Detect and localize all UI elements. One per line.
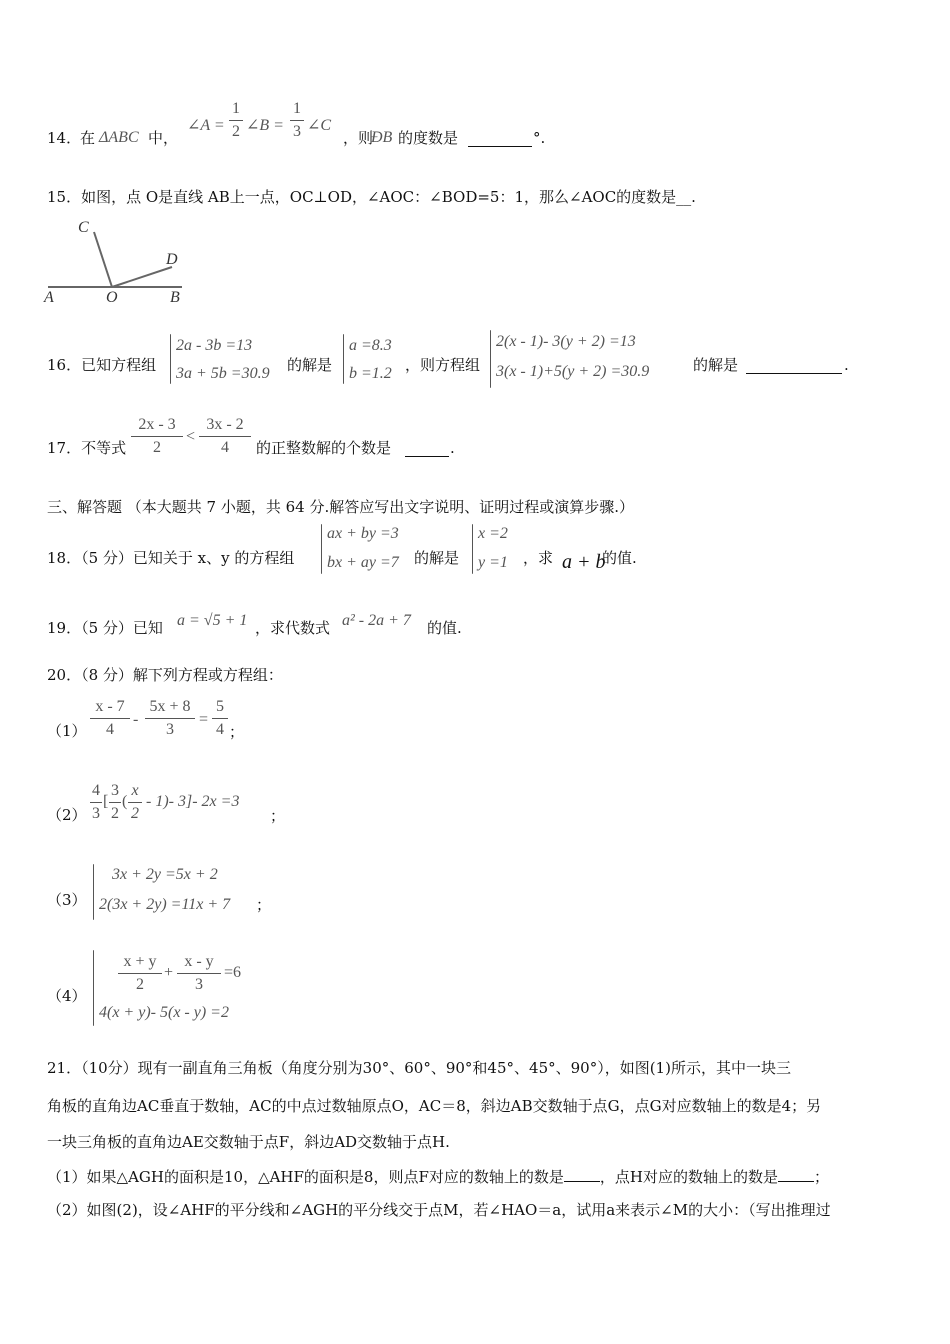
q16-sys3-a: 2(x - 1)- 3(y + 2) =13: [496, 333, 636, 350]
q19-mid: ，求代数式: [255, 619, 331, 637]
q16-mid2: ，则方程组: [405, 356, 481, 374]
q17-frac2-den: 4: [221, 439, 229, 456]
section-3-heading: 三、解答题 （本大题共 7 小题，共 64 分.解答应写出文字说明、证明过程或演算步骤.）: [47, 498, 635, 516]
q20-p4-frac2-num: x - y: [184, 953, 214, 970]
q21-l4-part-b: ，点H对应的数轴上的数是: [599, 1168, 778, 1186]
q20-p3-brace: [93, 864, 94, 920]
q14-post2: 的度数是: [398, 129, 459, 147]
q17-less-than: <: [186, 428, 196, 445]
q14-post1: ，则: [343, 129, 374, 147]
q20-p2-fraction-3: [128, 782, 142, 823]
q20-p4-eq-b: 4(x + y)- 5(x - y) =2: [99, 1004, 229, 1021]
q14-fraction-2: [290, 100, 304, 141]
q21-l4-part-c: ；: [813, 1168, 829, 1186]
q20-p2-end: ；: [270, 807, 286, 825]
q20-p2-fraction-2: [109, 782, 121, 823]
q21-line-1: 21．（10分）现有一副直角三角板（角度分别为30°、60°、90°和45°、45°、90°），如图(1)所示，其中一块三: [47, 1059, 791, 1077]
q20-p4-plus: +: [164, 964, 174, 981]
q21-line-3: 一块三角板的直角边AE交数轴于点F，斜边AD交数轴于点H.: [47, 1133, 450, 1151]
q18-expr: a + b: [562, 551, 606, 573]
q21-line-5: （2）如图(2)，设∠AHF的平分线和∠AGH的平分线交于点M，若∠HAO＝a，试用a来表示∠M的大小：（写出推理过: [47, 1201, 831, 1219]
q20-p1-frac2-den: 3: [166, 721, 174, 738]
q14-frac2-den: 3: [293, 123, 301, 140]
q20-p2-rest: - 1)- 3]- 2x =3: [146, 793, 240, 810]
q20-p2-frac2-num: 3: [111, 782, 119, 799]
q16-post: 的解是: [693, 356, 739, 374]
q20-p1-end: ；: [229, 723, 245, 741]
q20-p2-frac1-den: 3: [92, 805, 100, 822]
q17-prefix: 17．不等式: [47, 439, 127, 457]
q16-sys2-b: b =1.2: [349, 365, 392, 382]
q20-p3-eq-b: 2(3x + 2y) =11x + 7: [99, 896, 231, 913]
q20-p2-frac3-num: x: [131, 782, 139, 799]
label-o: O: [106, 289, 118, 306]
q20-p1-frac2-num: 5x + 8: [149, 698, 191, 715]
q18-post: 的值.: [602, 549, 637, 567]
q19-prefix: 19．（5 分）已知: [47, 619, 163, 637]
q16-brace-3: [490, 330, 491, 388]
q16-mid1: 的解是: [287, 356, 333, 374]
q20-p3-eq-a: 3x + 2y =5x + 2: [112, 866, 218, 883]
q18-prefix: 18．（5 分）已知关于 x、y 的方程组: [47, 549, 295, 567]
q15-figure: [40, 212, 190, 308]
q14-angle-c: ∠C: [307, 117, 332, 134]
q21-blank-h: [778, 1167, 814, 1182]
q21-line-4: [47, 1167, 829, 1187]
q14-angle-a: ∠A =: [187, 117, 225, 134]
q20-p3-label: （3）: [47, 891, 87, 909]
q18-mid2: ，求: [523, 549, 554, 567]
q14-post3: °.: [533, 129, 546, 147]
q20-p1-frac1-den: 4: [106, 721, 114, 738]
q16-sys1-b: 3a + 5b =30.9: [176, 365, 270, 382]
label-b: B: [170, 289, 180, 306]
q20-p2-paren: (: [122, 793, 128, 810]
q20-p1-fraction-1: [90, 698, 130, 739]
q18-sys2-a: x =2: [478, 525, 508, 542]
q17-post: 的正整数解的个数是: [256, 439, 392, 457]
q18-brace-2: [472, 524, 473, 574]
q17-answer-blank: [405, 442, 449, 457]
q20-p2-frac3-den: 2: [131, 805, 139, 822]
q20-p1-fraction-2: [145, 698, 195, 739]
q18-mid: 的解是: [414, 549, 460, 567]
q20-p1-label: （1）: [47, 722, 87, 740]
label-d: D: [166, 251, 178, 268]
question-20-heading: 20．（8 分）解下列方程或方程组：: [47, 666, 283, 684]
q16-answer-blank: [746, 359, 842, 374]
q17-fraction-2: [199, 416, 251, 457]
q18-brace-1: [321, 524, 322, 574]
q17-frac1-num: 2x - 3: [138, 416, 176, 433]
q14-fraction-1: [229, 100, 243, 141]
q20-p4-frac1-den: 2: [136, 976, 144, 993]
q19-expr1: a = √5 + 1: [177, 612, 248, 629]
q21-l4-part-a: （1）如果△AGH的面积是10，△AHF的面积是8，则点F对应的数轴上的数是: [47, 1168, 564, 1186]
q17-period: .: [450, 439, 455, 457]
q19-expr2: a² - 2a + 7: [342, 612, 411, 629]
q20-p2-frac1-num: 4: [92, 782, 100, 799]
q16-sys2-a: a =8.3: [349, 337, 392, 354]
q14-angle-b: ∠B =: [246, 117, 284, 134]
q20-p2-label: （2）: [47, 806, 87, 824]
q20-p4-label: （4）: [47, 987, 87, 1005]
q14-answer-blank: [468, 132, 532, 147]
q19-post: 的值.: [427, 619, 462, 637]
label-c: C: [78, 219, 89, 236]
q20-p2-fraction-1: [90, 782, 102, 823]
q18-sys1-b: bx + ay =7: [327, 554, 399, 571]
label-a: A: [44, 289, 54, 306]
q16-prefix: 16．已知方程组: [47, 356, 157, 374]
q14-number: 14．: [47, 129, 82, 147]
q20-p1-fraction-3: [212, 698, 228, 739]
q16-brace-2: [343, 334, 344, 384]
q14-triangle: ΔABC: [99, 129, 139, 146]
q20-p4-frac2-den: 3: [195, 976, 203, 993]
q20-p1-frac3-den: 4: [216, 721, 224, 738]
q14-frac2-num: 1: [293, 100, 301, 117]
q18-sys1-a: ax + by =3: [327, 525, 399, 542]
q20-p4-fraction-1: [118, 953, 162, 994]
ray-od: [112, 267, 172, 287]
q16-sys1-a: 2a - 3b =13: [176, 337, 253, 354]
q20-p2-frac2-den: 2: [111, 805, 119, 822]
q18-sys2-b: y =1: [478, 554, 508, 571]
q16-period: .: [844, 356, 849, 374]
q17-frac2-num: 3x - 2: [206, 416, 244, 433]
q16-sys3-b: 3(x - 1)+5(y + 2) =30.9: [496, 363, 650, 380]
q20-p4-fraction-2: [177, 953, 221, 994]
q20-p4-frac1-num: x + y: [123, 953, 157, 970]
q14-prefix: 在: [80, 129, 96, 147]
q17-fraction-1: [131, 416, 183, 457]
q20-p1-frac3-num: 5: [216, 698, 224, 715]
q20-p1-equals: =: [199, 711, 209, 728]
q14-mid: 中，: [148, 129, 179, 147]
q14-db: ÐB: [371, 129, 393, 146]
q20-p1-minus: -: [133, 711, 139, 728]
q14-frac1-num: 1: [232, 100, 240, 117]
question-15: 15．如图，点 O是直线 AB上一点，OC⊥OD，∠AOC：∠BOD=5：1，那么∠AOC的度数是__.: [47, 188, 696, 206]
q20-p3-end: ；: [256, 896, 272, 914]
q20-p1-frac1-num: x - 7: [95, 698, 125, 715]
q20-p2-bracket: [: [103, 793, 109, 810]
ray-oc: [94, 232, 112, 287]
q17-frac1-den: 2: [153, 439, 161, 456]
q20-p4-equals: =6: [224, 964, 242, 981]
q20-p4-brace: [93, 950, 94, 1026]
q21-blank-f: [564, 1167, 600, 1182]
q16-brace-1: [170, 334, 171, 384]
q14-frac1-den: 2: [232, 123, 240, 140]
q21-line-2: 角板的直角边AC垂直于数轴，AC的中点过数轴原点O，AC＝8，斜边AB交数轴于点G，点G对应数轴上的数是4；另: [47, 1097, 822, 1115]
